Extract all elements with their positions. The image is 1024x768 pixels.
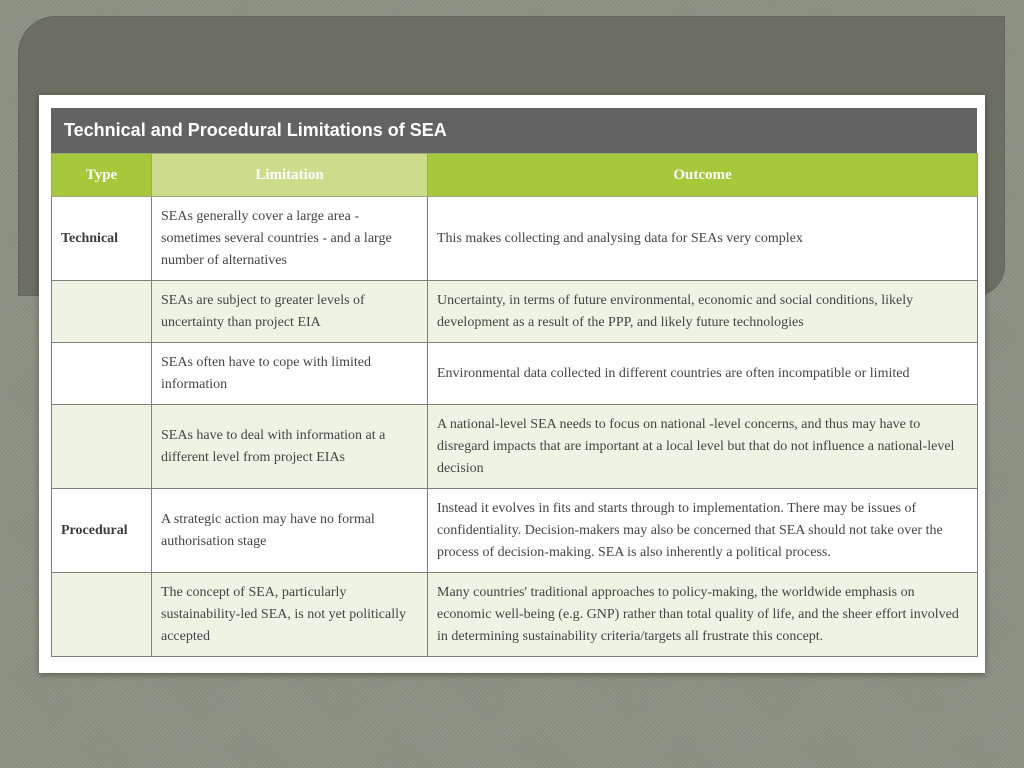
- cell-outcome: Environmental data collected in different countries are often incompatible or limited: [428, 343, 978, 405]
- header-limitation: Limitation: [152, 154, 428, 197]
- table-row: [52, 281, 978, 343]
- cell-type: [52, 343, 152, 405]
- cell-outcome: Uncertainty, in terms of future environmental, economic and social conditions, likely development as a result of the PPP, and likely future technologies: [428, 281, 978, 343]
- cell-type: [52, 573, 152, 657]
- cell-outcome: Many countries' traditional approaches to policy-making, the worldwide emphasis on economic well-being (e.g. GNP) rather than total quality of life, and the sheer effort involved in determining sustainability criteria/targets all frustrate this concept.: [428, 573, 978, 657]
- cell-outcome: Instead it evolves in fits and starts through to implementation. There may be issues of confidentiality. Decision-makers may also be concerned that SEA should not take over the process of decision-making. SEA is also inherently a political process.: [428, 489, 978, 573]
- table-title: Technical and Procedural Limitations of SEA: [51, 108, 977, 153]
- cell-type: Technical: [52, 197, 152, 281]
- cell-type: [52, 281, 152, 343]
- limitations-table: [51, 153, 978, 657]
- cell-limitation: SEAs have to deal with information at a different level from project EIAs: [152, 405, 428, 489]
- cell-limitation: SEAs generally cover a large area - sometimes several countries - and a large number of alternatives: [152, 197, 428, 281]
- table-row: [52, 405, 978, 489]
- header-outcome: Outcome: [428, 154, 978, 197]
- table-row: [52, 197, 978, 281]
- cell-outcome: This makes collecting and analysing data for SEAs very complex: [428, 197, 978, 281]
- cell-type: [52, 405, 152, 489]
- cell-limitation: SEAs are subject to greater levels of uncertainty than project EIA: [152, 281, 428, 343]
- table-row: [52, 573, 978, 657]
- header-type: Type: [52, 154, 152, 197]
- table-row: [52, 343, 978, 405]
- table-row: [52, 489, 978, 573]
- table-card: [39, 95, 985, 673]
- header-row: [52, 154, 978, 197]
- cell-type: Procedural: [52, 489, 152, 573]
- cell-limitation: SEAs often have to cope with limited information: [152, 343, 428, 405]
- cell-outcome: A national-level SEA needs to focus on national -level concerns, and thus may have to disregard impacts that are important at a local level but that do not influence a national-level decision: [428, 405, 978, 489]
- cell-limitation: The concept of SEA, particularly sustainability-led SEA, is not yet politically accepted: [152, 573, 428, 657]
- cell-limitation: A strategic action may have no formal authorisation stage: [152, 489, 428, 573]
